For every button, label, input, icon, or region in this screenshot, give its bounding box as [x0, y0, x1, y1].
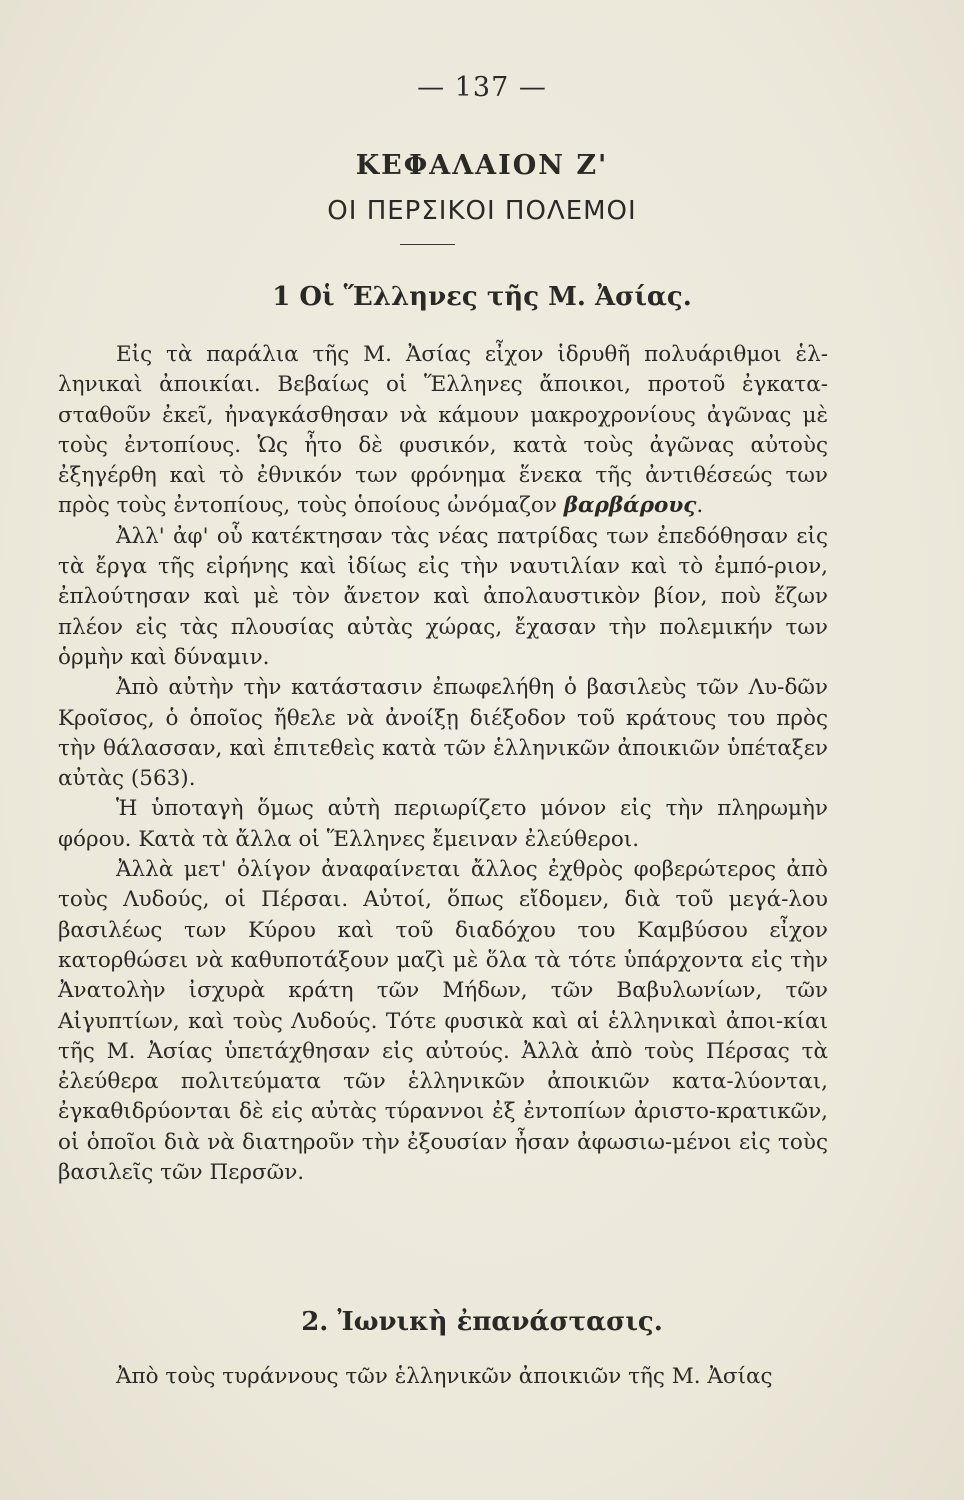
paragraph-tail: .: [696, 493, 704, 519]
section-heading-1: 1 Οἱ Ἕλληνες τῆς Μ. Ἀσίας.: [272, 282, 692, 312]
paragraph: Ἡ ὑποταγὴ ὅμως αὐτὴ περιωρίζετο μόνον εἰς τὴν πληρωμὴν φόρου. Κατὰ τὰ ἄλλα οἱ Ἕλληνες ἔμειναν ἐλεύθεροι.: [58, 796, 828, 852]
paragraph: Ἀλλ' ἀφ' οὗ κατέκτησαν τὰς νέας πατρίδας των ἐπεδόθησαν εἰς τὰ ἔργα τῆς εἰρήνης καὶ ἰδίως εἰς τὴν ναυτιλίαν καὶ τὸ ἐμπό-ριον, ἐπλούτησαν καὶ μὲ τὸν ἄνετον καὶ ἀπολαυστικὸν βίον, ποὺ ἔζων πλέον εἰς τὰς πλουσίας αὐτὰς χώρας, ἔχασαν τὴν πολεμικήν των ὁρμὴν καὶ δύναμιν.: [58, 523, 828, 670]
title-divider: [400, 244, 455, 245]
paragraph-text: Εἰς τὰ παράλια τῆς Μ. Ἀσίας εἶχον ἱδρυθῆ πολυάριθμοι ἑλ-ληνικαὶ ἀποικίαι. Βεβαίως οἱ Ἕλληνες ἄποικοι, προτοῦ ἐγκατα-σταθοῦν ἐκεῖ, ἠναγκάσθησαν νὰ κάμουν μακροχρονίους ἀγῶνας μὲ τοὺς ἐντοπίους. Ὡς ἦτο δὲ φυσικόν, κατὰ τοὺς ἀγῶνας αὐτοὺς ἐξηγέρθη καὶ τὸ ἐθνικόν των φρόνημα ἕνεκα τῆς ἀντιθέσεώς των πρὸς τοὺς ἐντοπίους, τοὺς ὁποίους ὠνόμαζον: [58, 342, 828, 519]
paragraph: Ἀπὸ αὐτὴν τὴν κατάστασιν ἐπωφελήθη ὁ βασιλεὺς τῶν Λυ-δῶν Κροῖσος, ὁ ὁποῖος ἤθελε νὰ ἀνοίξῃ διέξοδον τοῦ κράτους του πρὸς τὴν θάλασσαν, καὶ ἐπιτεθεὶς κατὰ τῶν ἑλληνικῶν ἀποικιῶν ὑπέταξεν αὐτὰς (563).: [58, 675, 828, 792]
emphasized-word: βαρβάρους: [563, 493, 697, 519]
chapter-label: ΚΕΦΑΛΑΙΟΝ Ζ': [355, 150, 609, 181]
paragraph: Ἀλλὰ μετ' ὀλίγον ἀναφαίνεται ἄλλος ἐχθρὸς φοβερώτερος ἀπὸ τοὺς Λυδούς, οἱ Πέρσαι. Αὐτοί, ὅπως εἴδομεν, διὰ τοῦ μεγά-λου βασιλέως των Κύρου καὶ τοῦ διαδόχου του Καμβύσου εἶχον κατορθώσει νὰ καθυποτάξουν μαζὶ μὲ ὅλα τὰ τότε ὑπάρχοντα εἰς τὴν Ἀνατολὴν ἰσχυρὰ κράτη τῶν Μήδων, τῶν Βαβυλωνίων, τῶν Αἰγυπτίων, καὶ τοὺς Λυδούς. Τότε φυσικὰ καὶ αἱ ἑλληνικαὶ ἀποι-κίαι τῆς Μ. Ἀσίας ὑπετάχθησαν εἰς αὐτούς. Ἀλλὰ ἀπὸ τοὺς Πέρσας τὰ ἐλεύθερα πολιτεύματα τῶν ἑλληνικῶν ἀποικιῶν κατα-λύονται, ἐγκαθιδρύονται δὲ εἰς αὐτὰς τύραννοι ἐξ ἐντοπίων ἀριστο-κρατικῶν, οἱ ὁποῖοι διὰ νὰ διατηροῦν τὴν ἐξουσίαν ἦσαν ἀφωσιω-μένοι εἰς τοὺς βασιλεῖς τῶν Περσῶν.: [58, 857, 828, 1186]
section-heading-2: 2. Ἰωνικὴ ἐπανάστασις.: [301, 1307, 663, 1337]
chapter-title: ΟΙ ΠΕΡΣΙΚΟΙ ΠΟΛΕΜΟΙ: [327, 196, 637, 226]
section-2-body: [58, 1362, 828, 1392]
paragraph: Ἀπὸ τοὺς τυράννους τῶν ἑλληνικῶν ἀποικιῶν τῆς Μ. Ἀσίας: [116, 1364, 773, 1389]
paragraph: [58, 340, 828, 522]
section-1-body: [58, 340, 828, 1188]
page-number: — 137 —: [417, 72, 547, 103]
